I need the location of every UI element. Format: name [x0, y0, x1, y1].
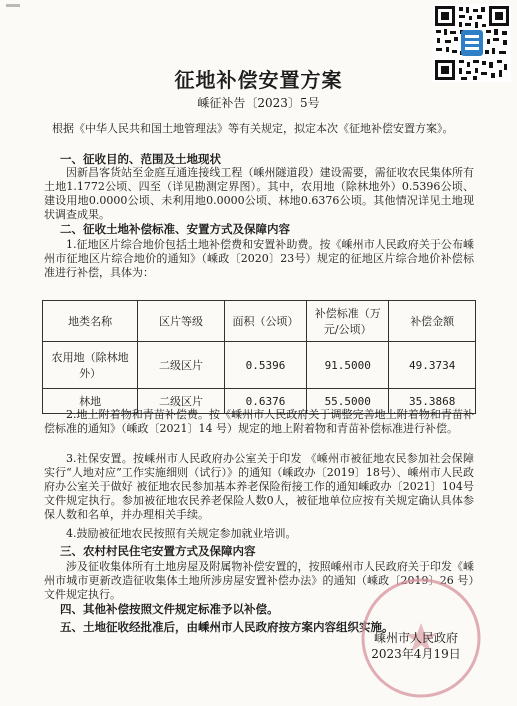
section-5-text: 五、土地征收经批准后，由嵊州市人民政府按方案内容组织实施。	[60, 620, 394, 634]
issue-date: 2023年4月19日	[371, 647, 461, 661]
table-cell: 林地	[43, 389, 138, 414]
section-2-item-1: 1.征地区片综合地价包括土地补偿费和安置补助费。按《嵊州市人民政府关于公布嵊州市征地区片综合地价的通知》（嵊政〔2020〕23号）规定的征地区片综合地价补偿标准进行补偿，具体为：	[44, 238, 474, 279]
table-cell: 农用地（除林地外）	[43, 342, 138, 389]
section-2-item-2: 2.地上附着物和青苗补偿费。按《嵊州市人民政府关于调整完善地上附着物和青苗补偿标准的通知》（嵊政〔2021〕14 号）规定的地上附着物和青苗补偿标准进行补偿。	[44, 408, 474, 435]
section-1-heading: 一、征收目的、范围及土地现状	[60, 152, 221, 166]
issuer-name: 嵊州市人民政府	[373, 631, 458, 645]
signature-block	[346, 630, 486, 662]
section-3-heading: 三、农村村民住宅安置方式及保障内容	[60, 544, 256, 558]
section-4-text: 四、其他补偿按照文件规定标准予以补偿。	[60, 602, 279, 616]
table-row	[43, 342, 476, 389]
table-cell: 二级区片	[138, 342, 225, 389]
table-header-cell: 补偿金额	[389, 301, 476, 342]
table-header-cell: 面积（公顷）	[224, 301, 306, 342]
table-cell: 二级区片	[138, 389, 225, 414]
section-2-heading: 二、征收土地补偿标准、安置方式及保障内容	[60, 222, 290, 236]
table-cell: 0.6376	[224, 389, 306, 414]
table-cell: 91.5000	[307, 342, 389, 389]
document-title: 征地补偿安置方案	[174, 68, 343, 92]
document-number: 嵊征补告〔2023〕5号	[197, 96, 320, 110]
table-header-cell: 补偿标准（万元/公顷）	[307, 301, 389, 342]
table-cell: 0.5396	[224, 342, 306, 389]
section-2-item-3: 3.社保安置。按嵊州市人民政府办公室关于印发 《嵊州市被征地农民参加社会保障实行“人地对应”工作实施细则（试行）》的通知（嵊政办〔2019〕18号）、嵊州市人民政府办公室关于做好 被征地农民参加基本养老保险衔接工作的通知嵊政办〔2021〕104号文件规定执行。参加被征地农民养老保险人数0人，被征地单位应按有关规定确认具体参保人数和名单，并办理相关手续。	[44, 452, 474, 521]
section-3-text: 涉及征收集体所有土地房屋及附属物补偿安置的，按照嵊州市人民政府关于印发《嵊州市城市更新改造征收集体土地所涉房屋安置补偿办法》的通知（嵊政〔2019〕26 号）文件规定执行。	[44, 560, 474, 601]
table-cell: 35.3868	[389, 389, 476, 414]
intro-paragraph: 根据《中华人民共和国土地管理法》等有关规定，拟定本次《征地补偿安置方案》。	[52, 122, 454, 135]
page-edge-mark	[6, 4, 20, 7]
compensation-table	[42, 300, 476, 414]
table-cell: 55.5000	[307, 389, 389, 414]
table-header-row	[43, 301, 476, 342]
section-2-item-4: 4.鼓励被征地农民按照有关规定参加就业培训。	[66, 527, 297, 540]
section-1-text: 因新昌客货站至金庭互通连接线工程（嵊州隧道段）建设需要，需征收农民集体所有土地1.1772公顷、四至（详见勘测定界图）。其中，农用地（除林地外）0.5396公顷、建设用地0.0000公顷、未利用地0.0000公顷、林地0.6376公顷。其他情况详见土地现状调查成果。	[44, 166, 474, 221]
table-cell: 49.3734	[389, 342, 476, 389]
table-header-cell: 地类名称	[43, 301, 138, 342]
table-header-cell: 区片等级	[138, 301, 225, 342]
